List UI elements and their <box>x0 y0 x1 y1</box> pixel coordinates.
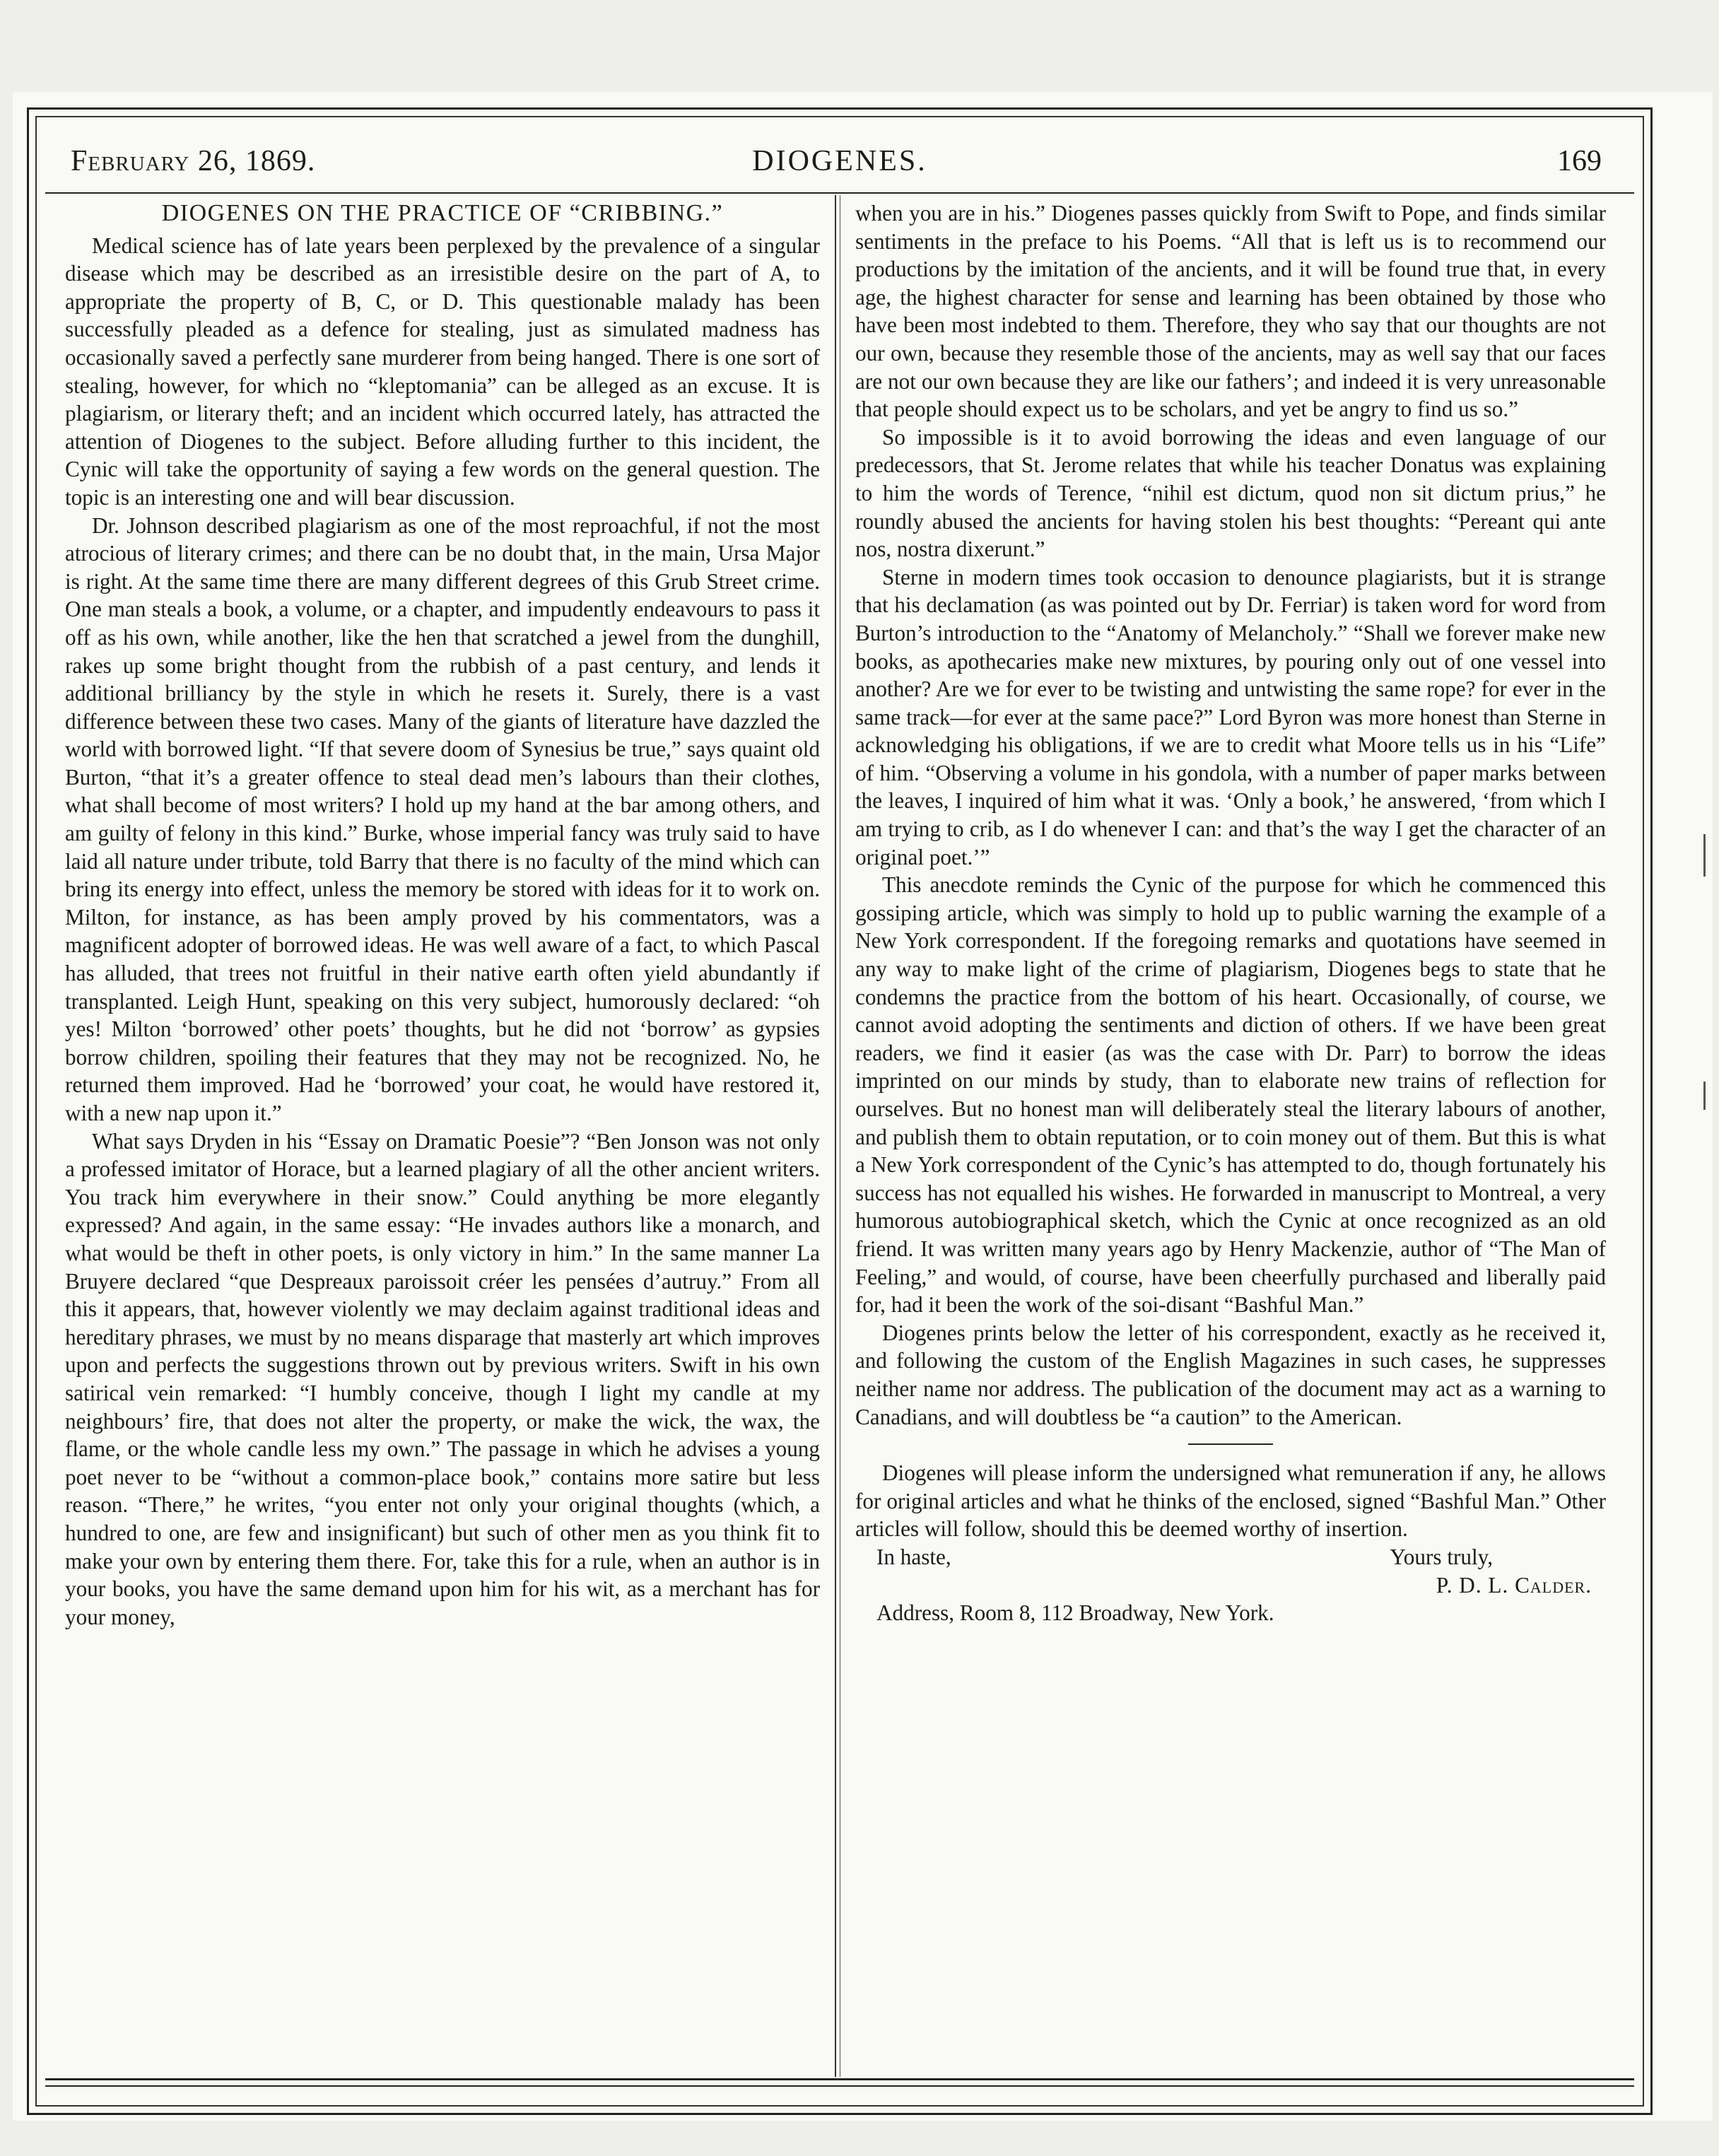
letter-signature: P. D. L. Calder. <box>1436 1572 1592 1598</box>
page-number: 169 <box>1557 145 1602 177</box>
left-column <box>65 199 820 1631</box>
margin-mark <box>1703 834 1706 877</box>
page-header <box>45 136 1634 187</box>
publication-title: DIOGENES. <box>752 145 927 177</box>
footer-rule-thin <box>45 2085 1634 2087</box>
article-paragraph: Diogenes prints below the letter of his correspondent, exactly as he received it, and following the custom of the English Magazines in such cases, he suppresses neither name nor address. The publication of the document may act as a warning to Canadians, and will doubtless be “a caution” to the American. <box>855 1320 1606 1429</box>
letter-address: Address, Room 8, 112 Broadway, New York. <box>876 1600 1274 1626</box>
closing-right: Yours truly, <box>1390 1544 1493 1569</box>
article-paragraph: This anecdote reminds the Cynic of the purpose for which he commenced this gossiping article, which was simply to hold up to public warning the example of a New York correspondent. If the foregoing remarks and quotations have seemed in any way to make light of the crime of plagiarism, Diogenes begs to state that he condemns the practice from the bottom of his heart. Occasionally, of course, we cannot avoid adopting the sentiments and diction of others. If we have been great readers, we find it easier (as was the case with Dr. Parr) to borrow the ideas imprinted on our minds by study, than to elaborate new trains of reflection for ourselves. But no honest man will deliberately steal the literary labours of another, and publish them to obtain reputation, or to coin money out of them. But this is what a New York correspondent of the Cynic’s has attempted to do, though fortunately his success has not equalled his wishes. He forwarded in manuscript to Montreal, a very humorous autobiographical sketch, which the Cynic at once recognized as an old friend. It was written many years ago by Henry Mackenzie, author of “The Man of Feeling,” and would, of course, have been cheerfully purchased and liberally paid for, had it been the work of the soi-disant “Bashful Man.” <box>855 872 1606 1318</box>
article-paragraph: when you are in his.” Diogenes passes quickly from Swift to Pope, and finds similar sentiments in the preface to his Poems. “All that is left us is to recommend our productions by the imitation of the ancients, and it will be found true that, in every age, the highest character for sense and learning has been obtained by those who have been most indebted to them. Therefore, they who say that our thoughts are not our own, because they resemble those of the ancients, may as well say that our faces are not our own because they are like our fathers’; and indeed it is very unreasonable that people should expect us to be scholars, and yet be angry to find us so.” <box>855 201 1606 422</box>
article-title: DIOGENES ON THE PRACTICE OF “CRIBBING.” <box>161 200 724 226</box>
header-rule <box>45 192 1634 194</box>
article-paragraph: What says Dryden in his “Essay on Dramatic Poesie”? “Ben Jonson was not only a professed imitator of Horace, but a learned plagiary of all the other ancient writers. You track him everywhere in their snow.” Could anything be more elegantly expressed? And again, in the same essay: “He invades authors like a monarch, and what would be theft in other poets, is only victory in him.” In the same manner La Bruyere declared “que Despreaux paroissoit créer les pensées d’autruy.” From all this it appears, that, however violently we may declaim against traditional ideas and hereditary phrases, we must by no means disparage that masterly art which improves upon and perfects the suggestions thrown out by previous writers. Swift in his own satirical vein remarked: “I humbly conceive, though I light my candle at my neighbours’ fire, that does not alter the property, or make the wick, the wax, the flame, or the whole candle less my own.” The passage in which he advises a young poet never to be “without a common-place book,” contains more satire but less reason. “There,” he writes, “you enter not only your original thoughts (which, a hundred to one, are few and insignificant) but such of other men as you think fit to make your own by entering them there. For, take this for a rule, when an author is in your books, you have the same demand upon him for his wit, as a merchant has for your money, <box>65 1128 820 1629</box>
article-paragraph: Dr. Johnson described plagiarism as one of the most reproachful, if not the most atrocious of literary crimes; and there can be no doubt that, in the main, Ursa Major is right. At the same time there are many different degrees of this Grub Street crime. One man steals a book, a volume, or a chapter, and impudently endeavours to pass it off as his own, while another, like the hen that scratched a jewel from the dunghill, rakes up some bright thought from the rubbish of a past century, and lends it additional brilliancy by the style in which he resets it. Surely, there is a vast difference between these two cases. Many of the giants of literature have dazzled the world with borrowed light. “If that severe doom of Synesius be true,” says quaint old Burton, “that it’s a greater offence to steal dead men’s labours than their clothes, what shall become of most writers? I hold up my hand at the bar among others, and am guilty of felony in this kind.” Burke, whose imperial fancy was truly said to have laid all nature under tribute, told Barry that there is no faculty of the mind which can bring its energy into effect, unless the memory be stored with ideas for it to work on. Milton, for instance, as has been amply proved by his commentators, was a magnificent adopter of borrowed ideas. He was well aware of a fact, to which Pascal has alluded, that trees not fruitful in their native earth often yield abundantly if transplanted. Leigh Hunt, speaking on this very subject, humorously declared: “oh yes! Milton ‘borrowed’ other poets’ thoughts, but he did not ‘borrow’ as gypsies borrow children, spoiling their features that they may not be recognized. No, he returned them improved. Had he ‘borrowed’ your coat, he would have restored it, with a new nap upon it.” <box>65 512 820 1125</box>
right-column <box>855 199 1606 1627</box>
article-paragraph: Sterne in modern times took occasion to denounce plagiarists, but it is strange that his declamation (as was pointed out by Dr. Ferriar) is taken word for word from Burton’s introduction to the “Anatomy of Melancholy.” “Shall we forever make new books, as apothecaries make new mixtures, by pouring only out of one vessel into another? Are we for ever to be twisting and untwisting the same rope? for ever in the same track—for ever at the same pace?” Lord Byron was more honest than Sterne in acknowledging his obligations, if we are to credit what Moore tells us in his “Life” of him. “Observing a volume in his gondola, with a number of paper marks between the leaves, I inquired of him what it was. ‘Only a book,’ he answered, ‘from which I am trying to crib, as I do whenever I can: and that’s the way I get the character of an original poet.’” <box>855 564 1606 869</box>
issue-date: February 26, 1869. <box>71 145 316 177</box>
column-divider <box>835 195 836 2077</box>
footer-rule <box>45 2078 1634 2080</box>
margin-mark <box>1703 1082 1706 1110</box>
letter-closing <box>855 1543 1606 1571</box>
article-paragraph: Medical science has of late years been perplexed by the prevalence of a singular disease which may be described as an irresistible desire on the part of A, to appropriate the property of B, C, or D. This questionable malady has been successfully pleaded as a defence for stealing, just as simulated madness has occasionally saved a perfectly sane murderer from being hanged. There is one sort of stealing, however, for which no “kleptomania” can be alleged as an excuse. It is plagiarism, or literary theft; and an incident which occurred lately, has attracted the attention of Diogenes to the subject. Before alluding further to this incident, the Cynic will take the opportunity of saying a few words on the general question. The topic is an interesting one and will bear discussion. <box>65 233 820 510</box>
article-paragraph: So impossible is it to avoid borrowing the ideas and even language of our predecessors, that St. Jerome relates that while his teacher Donatus was explaining to him the words of Terence, “nihil est dictum, quod non sit dictum prius,” he roundly abused the ancients for having stolen his best thoughts: “Pereant qui ante nos, nostra dixerunt.” <box>855 424 1606 562</box>
section-divider <box>1188 1443 1273 1445</box>
letter-body: Diogenes will please inform the undersigned what remuneration if any, he allows for original articles and what he thinks of the enclosed, signed “Bashful Man.” Other articles will follow, should this be deemed worthy of insertion. <box>855 1460 1606 1542</box>
closing-left: In haste, <box>876 1544 951 1569</box>
